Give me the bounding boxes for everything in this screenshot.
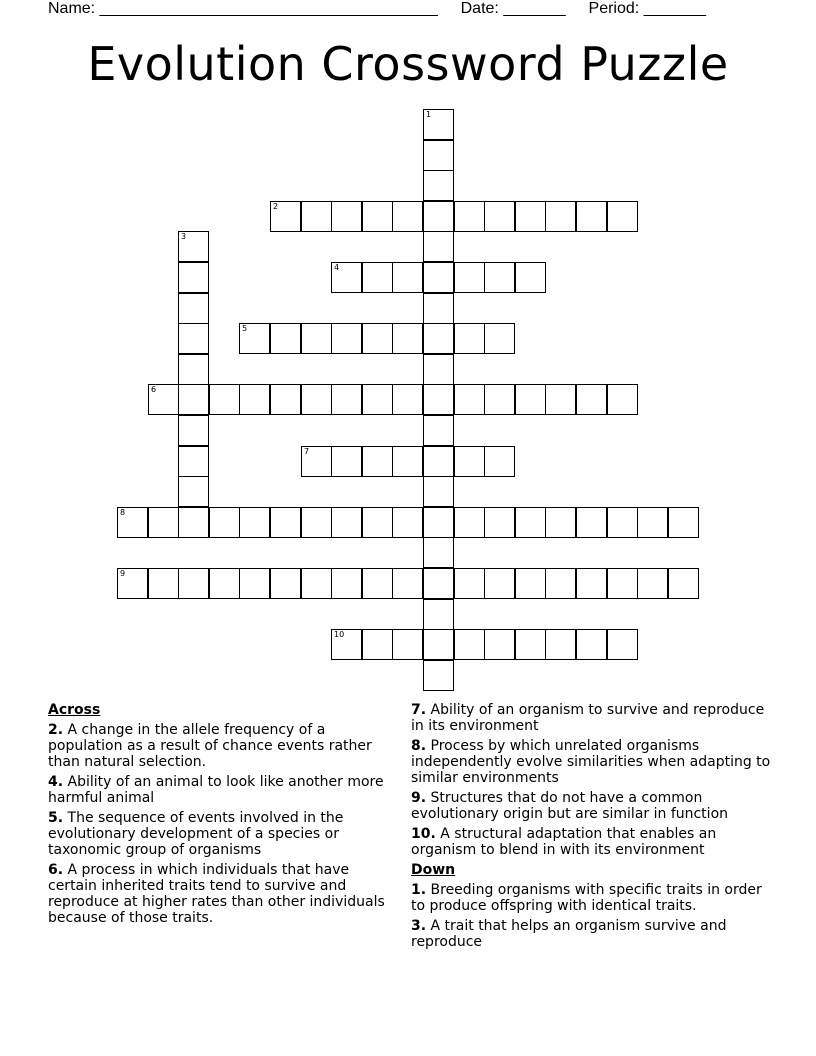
- cell-number: 2: [273, 202, 279, 211]
- crossword-cell[interactable]: [392, 568, 423, 599]
- crossword-cell[interactable]: [545, 568, 576, 599]
- clue-number: 10.: [411, 826, 436, 842]
- clue-across-4: [48, 774, 400, 806]
- clues-column-left: [48, 702, 400, 930]
- clue-text: The sequence of events involved in the evolutionary development of a species or taxonomic group of organisms: [48, 810, 344, 858]
- crossword-cell[interactable]: [454, 507, 485, 538]
- name-label: Name:: [48, 0, 96, 17]
- crossword-cell[interactable]: [392, 323, 423, 354]
- crossword-cell[interactable]: [576, 384, 607, 415]
- crossword-cell[interactable]: [178, 231, 209, 262]
- crossword-cell[interactable]: [178, 568, 209, 599]
- crossword-cell[interactable]: [178, 262, 209, 293]
- crossword-cell[interactable]: [117, 507, 148, 538]
- crossword-cell[interactable]: [331, 384, 362, 415]
- crossword-cell[interactable]: [423, 660, 454, 691]
- date-label: Date:: [460, 0, 499, 17]
- crossword-cell[interactable]: [178, 415, 209, 446]
- crossword-cell[interactable]: [301, 446, 332, 477]
- crossword-cell[interactable]: [423, 140, 454, 171]
- clues-column-right: [411, 702, 773, 954]
- crossword-cell[interactable]: [545, 201, 576, 232]
- crossword-cell[interactable]: [454, 629, 485, 660]
- crossword-cell[interactable]: [362, 568, 393, 599]
- crossword-cell[interactable]: [668, 507, 699, 538]
- crossword-cell[interactable]: [668, 568, 699, 599]
- clue-text: A process in which individuals that have certain inherited traits tend to survive and reproduce at higher rates than other individuals because of those traits.: [48, 862, 385, 926]
- crossword-cell[interactable]: [454, 262, 485, 293]
- crossword-cell[interactable]: [331, 629, 362, 660]
- crossword-cell[interactable]: [331, 201, 362, 232]
- crossword-cell[interactable]: [148, 384, 179, 415]
- crossword-cell[interactable]: [484, 262, 515, 293]
- cell-number: 9: [120, 569, 126, 578]
- crossword-cell[interactable]: [607, 568, 638, 599]
- clue-number: 6.: [48, 862, 64, 878]
- clue-number: 8.: [411, 738, 427, 754]
- across-heading: Across: [48, 702, 101, 718]
- crossword-cell[interactable]: [423, 323, 454, 354]
- crossword-cell[interactable]: [423, 476, 454, 507]
- crossword-cell[interactable]: [484, 323, 515, 354]
- crossword-cell[interactable]: [301, 384, 332, 415]
- crossword-cell[interactable]: [454, 201, 485, 232]
- crossword-cell[interactable]: [239, 568, 270, 599]
- down-heading: Down: [411, 862, 456, 878]
- crossword-cell[interactable]: [301, 323, 332, 354]
- crossword-cell[interactable]: [637, 507, 668, 538]
- clue-down-3: [411, 918, 773, 950]
- crossword-cell[interactable]: [423, 354, 454, 385]
- crossword-cell[interactable]: [545, 629, 576, 660]
- crossword-cell[interactable]: [178, 446, 209, 477]
- crossword-cell[interactable]: [454, 568, 485, 599]
- crossword-cell[interactable]: [515, 384, 546, 415]
- cell-number: 10: [334, 630, 345, 639]
- clue-down-1: [411, 882, 773, 914]
- crossword-cell[interactable]: [392, 384, 423, 415]
- crossword-cell[interactable]: [270, 568, 301, 599]
- crossword-cell[interactable]: [331, 507, 362, 538]
- crossword-cell[interactable]: [148, 507, 179, 538]
- cell-number: 7: [304, 447, 310, 456]
- crossword-cell[interactable]: [270, 201, 301, 232]
- crossword-cell[interactable]: [484, 507, 515, 538]
- crossword-cell[interactable]: [484, 201, 515, 232]
- crossword-cell[interactable]: [392, 446, 423, 477]
- cell-number: 3: [181, 232, 187, 241]
- crossword-cell[interactable]: [423, 568, 454, 599]
- clue-number: 5.: [48, 810, 64, 826]
- crossword-cell[interactable]: [423, 507, 454, 538]
- crossword-cell[interactable]: [454, 384, 485, 415]
- cell-number: 4: [334, 263, 340, 272]
- crossword-cell[interactable]: [545, 507, 576, 538]
- crossword-cell[interactable]: [362, 446, 393, 477]
- crossword-cell[interactable]: [239, 323, 270, 354]
- crossword-cell[interactable]: [454, 446, 485, 477]
- crossword-cell[interactable]: [178, 323, 209, 354]
- crossword-cell[interactable]: [423, 231, 454, 262]
- crossword-cell[interactable]: [637, 568, 668, 599]
- crossword-cell[interactable]: [607, 384, 638, 415]
- crossword-cell[interactable]: [392, 629, 423, 660]
- clue-number: 7.: [411, 702, 427, 718]
- crossword-cell[interactable]: [178, 354, 209, 385]
- clue-text: Process by which unrelated organisms independently evolve similarities when adapting to similar environments: [411, 738, 771, 786]
- crossword-cell[interactable]: [392, 262, 423, 293]
- page-title: Evolution Crossword Puzzle: [87, 37, 729, 91]
- clue-across-6: [48, 862, 400, 926]
- clue-across-9: [411, 790, 773, 822]
- crossword-cell[interactable]: [515, 629, 546, 660]
- clue-number: 4.: [48, 774, 64, 790]
- crossword-cell[interactable]: [362, 323, 393, 354]
- crossword-cell[interactable]: [209, 384, 240, 415]
- clue-text: Ability of an organism to survive and reproduce in its environment: [411, 702, 765, 734]
- crossword-cell[interactable]: [362, 384, 393, 415]
- crossword-cell[interactable]: [209, 507, 240, 538]
- clue-text: A structural adaptation that enables an organism to blend in with its environment: [411, 826, 717, 858]
- crossword-cell[interactable]: [392, 201, 423, 232]
- clue-text: A change in the allele frequency of a population as a result of chance events rather than natural selection.: [48, 722, 372, 770]
- clue-number: 9.: [411, 790, 427, 806]
- crossword-cell[interactable]: [515, 568, 546, 599]
- clue-across-2: [48, 722, 400, 770]
- crossword-cell[interactable]: [484, 568, 515, 599]
- clue-across-10: [411, 826, 773, 858]
- crossword-cell[interactable]: [576, 629, 607, 660]
- crossword-cell[interactable]: [301, 201, 332, 232]
- crossword-cell[interactable]: [362, 507, 393, 538]
- crossword-cell[interactable]: [576, 568, 607, 599]
- crossword-cell[interactable]: [423, 293, 454, 324]
- crossword-cell[interactable]: [148, 568, 179, 599]
- crossword-cell[interactable]: [423, 599, 454, 630]
- clue-across-5: [48, 810, 400, 858]
- clue-number: 1.: [411, 882, 427, 898]
- clue-number: 3.: [411, 918, 427, 934]
- date-blank[interactable]: _______: [503, 0, 566, 17]
- crossword-cell[interactable]: [239, 507, 270, 538]
- crossword-cell[interactable]: [423, 537, 454, 568]
- crossword-cell[interactable]: [607, 507, 638, 538]
- crossword-cell[interactable]: [423, 170, 454, 201]
- clue-number: 2.: [48, 722, 64, 738]
- crossword-cell[interactable]: [301, 568, 332, 599]
- crossword-cell[interactable]: [607, 201, 638, 232]
- crossword-cell[interactable]: [362, 201, 393, 232]
- cell-number: 5: [242, 324, 248, 333]
- crossword-cell[interactable]: [301, 507, 332, 538]
- crossword-cell[interactable]: [178, 476, 209, 507]
- crossword-cell[interactable]: [423, 384, 454, 415]
- cell-number: 8: [120, 508, 126, 517]
- clue-text: Structures that do not have a common evolutionary origin but are similar in function: [411, 790, 729, 822]
- name-blank[interactable]: ______________________________________: [99, 0, 438, 17]
- crossword-cell[interactable]: [576, 201, 607, 232]
- crossword-cell[interactable]: [423, 415, 454, 446]
- crossword-cell[interactable]: [423, 109, 454, 140]
- crossword-cell[interactable]: [331, 568, 362, 599]
- crossword-cell[interactable]: [239, 384, 270, 415]
- crossword-cell[interactable]: [607, 629, 638, 660]
- crossword-cell[interactable]: [270, 507, 301, 538]
- crossword-cell[interactable]: [515, 507, 546, 538]
- crossword-cell[interactable]: [331, 446, 362, 477]
- crossword-cell[interactable]: [117, 568, 148, 599]
- crossword-cell[interactable]: [178, 293, 209, 324]
- crossword-cell[interactable]: [484, 384, 515, 415]
- period-blank[interactable]: _______: [643, 0, 706, 17]
- clue-across-7: [411, 702, 773, 734]
- crossword-cell[interactable]: [423, 262, 454, 293]
- crossword-cell[interactable]: [545, 384, 576, 415]
- crossword-cell[interactable]: [423, 446, 454, 477]
- crossword-cell[interactable]: [515, 201, 546, 232]
- crossword-cell[interactable]: [423, 629, 454, 660]
- clue-text: Breeding organisms with specific traits in order to produce offspring with identical traits.: [411, 882, 762, 914]
- clue-text: A trait that helps an organism survive and reproduce: [411, 918, 727, 950]
- crossword-cell[interactable]: [484, 446, 515, 477]
- crossword-cell[interactable]: [178, 384, 209, 415]
- period-label: Period:: [588, 0, 640, 17]
- crossword-cell[interactable]: [270, 323, 301, 354]
- clue-text: Ability of an animal to look like another more harmful animal: [48, 774, 384, 806]
- cell-number: 6: [151, 385, 157, 394]
- cell-number: 1: [426, 110, 432, 119]
- clue-across-8: [411, 738, 773, 786]
- crossword-cell[interactable]: [484, 629, 515, 660]
- crossword-cell[interactable]: [423, 201, 454, 232]
- crossword-cell[interactable]: [331, 262, 362, 293]
- crossword-cell[interactable]: [392, 507, 423, 538]
- crossword-cell[interactable]: [576, 507, 607, 538]
- crossword-cell[interactable]: [454, 323, 485, 354]
- crossword-cell[interactable]: [362, 629, 393, 660]
- crossword-cell[interactable]: [178, 507, 209, 538]
- crossword-cell[interactable]: [515, 262, 546, 293]
- crossword-cell[interactable]: [270, 384, 301, 415]
- crossword-cell[interactable]: [362, 262, 393, 293]
- crossword-cell[interactable]: [209, 568, 240, 599]
- crossword-cell[interactable]: [331, 323, 362, 354]
